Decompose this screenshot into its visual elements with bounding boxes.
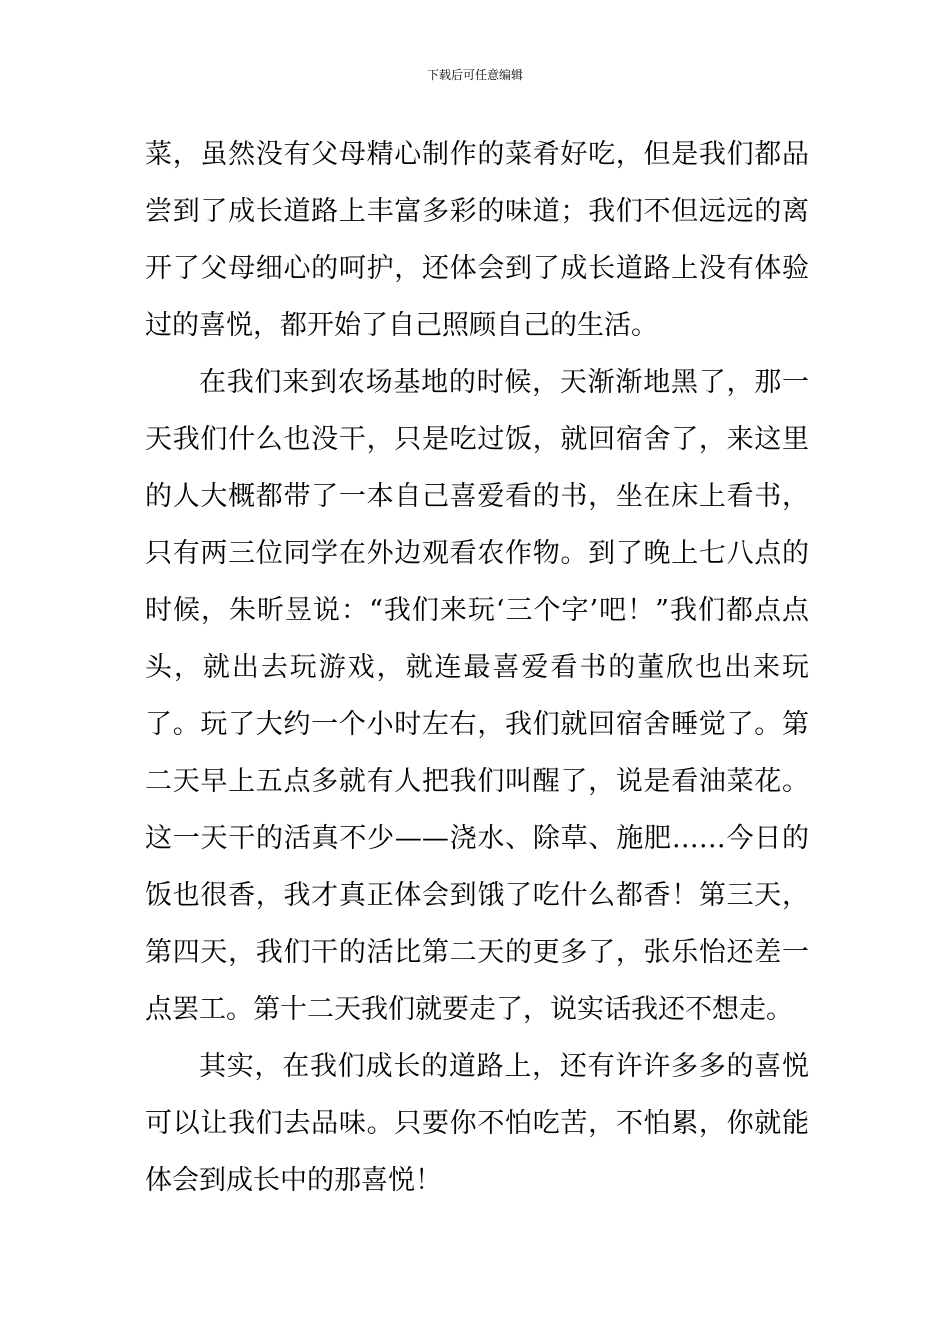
- header-note: 下载后可任意编辑: [426, 68, 523, 82]
- paragraph-farm-days: 在我们来到农场基地的时候，天渐渐地黑了，那一天我们什么也没干，只是吃过饭，就回宿舍了，来这里的人大概都带了一本自己喜爱看的书，坐在床上看书，只有两三位同学在外边观看农作物。到了晚上七八点的时候，朱昕昱说：“我们来玩‘三个字’吧！”我们都点点头，就出去玩游戏，就连最喜爱看书的董欣也出来玩了。玩了大约一个小时左右，我们就回宿舍睡觉了。第二天早上五点多就有人把我们叫醒了，说是看油菜花。这一天干的活真不少——浇水、除草、施肥……今日的饭也很香，我才真正体会到饿了吃什么都香！第三天，第四天，我们干的活比第二天的更多了，张乐怡还差一点罢工。第十二天我们就要走了，说实话我还不想走。: [145, 367, 809, 1025]
- paragraph-continued: 菜，虽然没有父母精心制作的菜肴好吃，但是我们都品尝到了成长道路上丰富多彩的味道；我们不但远远的离开了父母细心的呵护，还体会到了成长道路上没有体验过的喜悦，都开始了自己照顾自己的生活。: [145, 139, 809, 341]
- body-text: [145, 126, 809, 1209]
- paragraph-conclusion: 其实，在我们成长的道路上，还有许许多多的喜悦可以让我们去品味。只要你不怕吃苦，不怕累，你就能体会到成长中的那喜悦！: [145, 1051, 809, 1196]
